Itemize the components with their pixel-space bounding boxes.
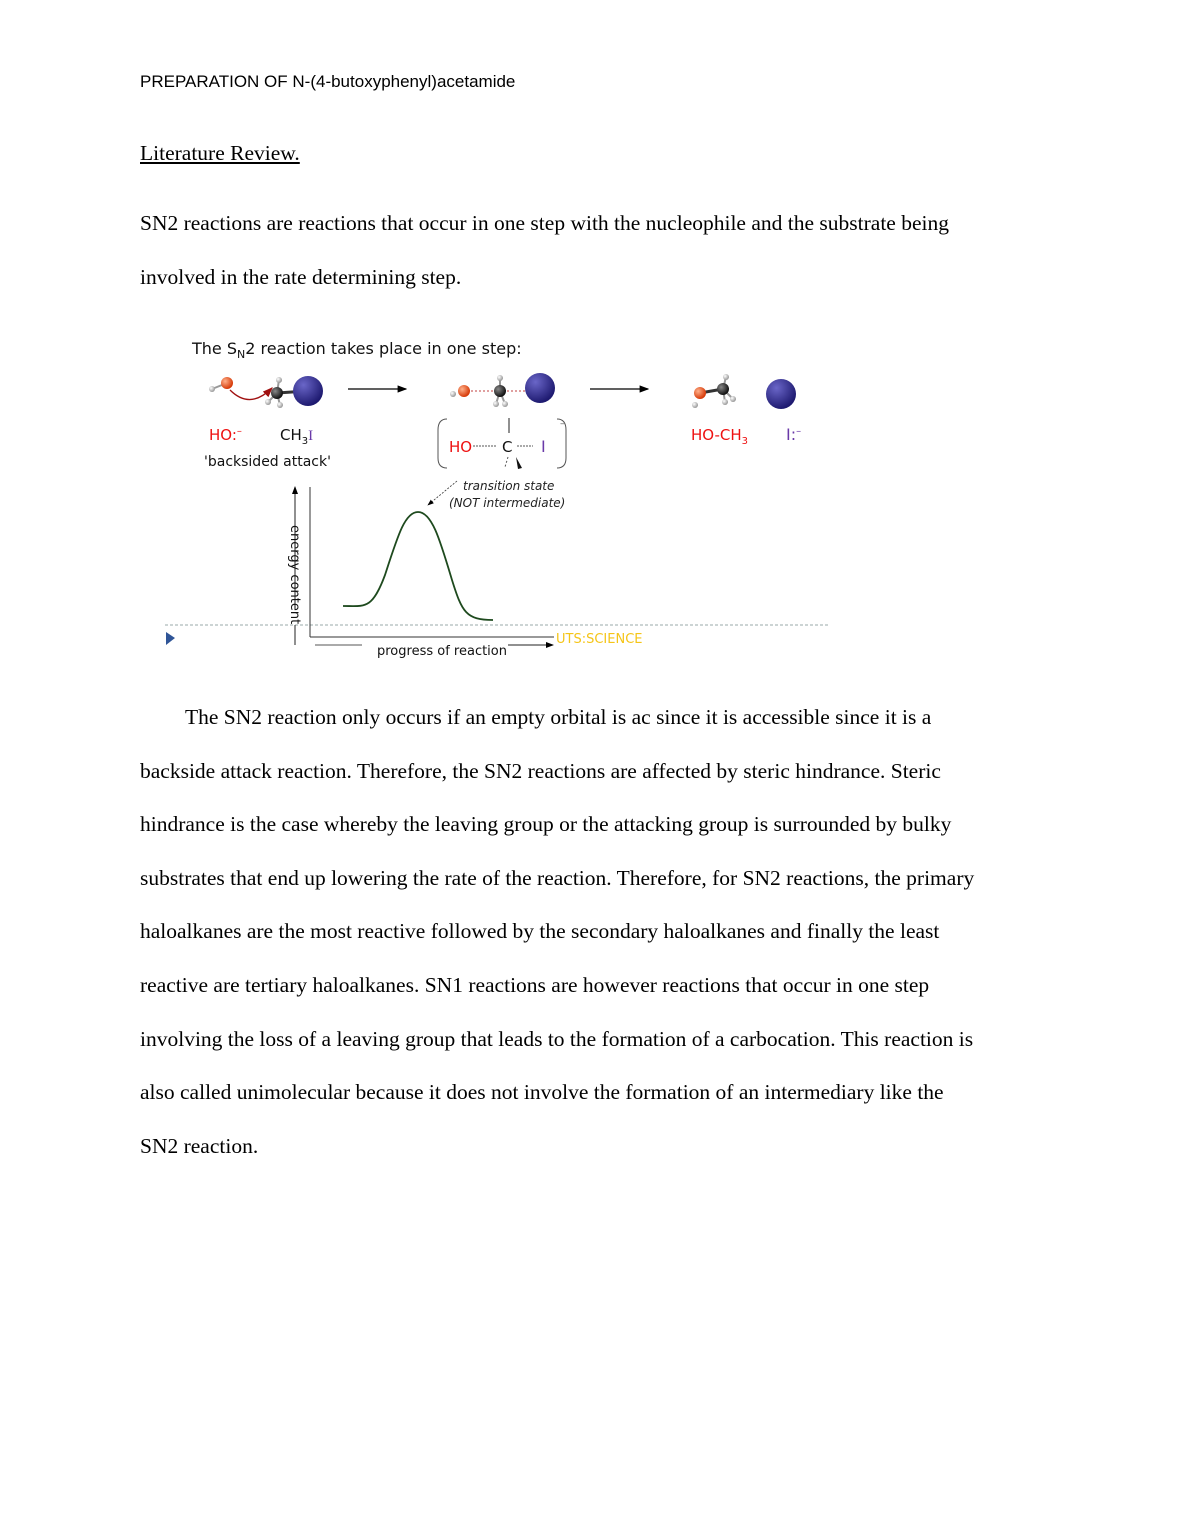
ts-c-label: C <box>502 438 513 456</box>
uts-science-watermark: UTS:SCIENCE <box>556 632 643 647</box>
ts-i-label: I <box>541 437 546 456</box>
methanol-molecule <box>692 374 736 408</box>
energy-curve <box>343 512 493 620</box>
ts-annotation-2: (NOT intermediate) <box>449 496 566 510</box>
sn2-reaction-figure <box>160 330 840 670</box>
hydroxide-label: HO:– <box>209 426 242 444</box>
y-axis-label: energy content <box>287 525 302 625</box>
iodide-ion <box>766 379 796 409</box>
slide-marker-icon <box>166 632 175 645</box>
paragraph-intro <box>140 211 1070 318</box>
x-axis-label: progress of reaction <box>377 644 507 659</box>
attack-arrow <box>230 388 272 400</box>
paragraph-line: reactive are tertiary haloalkanes. SN1 reactions are however reactions that occur in one step <box>140 972 930 997</box>
ts-charge: – <box>560 419 565 429</box>
iodide-label: I:– <box>786 425 802 444</box>
backside-attack-caption: 'backsided attack' <box>204 454 331 470</box>
ts-ho-label: HO <box>449 438 473 456</box>
paragraph-line: involving the loss of a leaving group that leads to the formation of a carbocation. This reaction is <box>140 1026 974 1051</box>
paragraph-line: substrates that end up lowering the rate of the reaction. Therefore, for SN2 reactions, the primary <box>140 865 975 890</box>
paragraph-line: also called unimolecular because it does not involve the formation of an intermediary like the <box>140 1080 944 1105</box>
paragraph-line: hindrance is the case whereby the leaving group or the attacking group is surrounded by bulky <box>140 812 952 837</box>
transition-state-molecule <box>450 373 555 407</box>
figure-title: The $S_N2$ reaction takes place in one step: <box>192 339 522 361</box>
paragraph-line: The SN2 reaction only occurs if an empty orbital is ac since it is accessible since it is a <box>185 705 932 729</box>
section-heading: Literature Review. <box>140 141 300 165</box>
paragraph-line: backside attack reaction. Therefore, the SN2 reactions are affected by steric hindrance. Steric <box>140 758 941 783</box>
running-header: PREPARATION OF N-(4-butoxyphenyl)acetamide <box>140 72 516 91</box>
paragraph-line: SN2 reaction. <box>140 1133 259 1158</box>
paragraph-sn2-discussion <box>140 705 1070 1187</box>
hydroxide-molecule <box>209 377 233 392</box>
methyl-iodide-molecule <box>265 376 323 408</box>
ts-annotation-1: transition state <box>463 479 555 493</box>
paragraph-line: SN2 reactions are reactions that occur in one step with the nucleophile and the substrate being <box>140 211 949 235</box>
methyl-iodide-label: $CH_3I$ <box>280 426 314 447</box>
methanol-label: $HO-CH_3$ <box>691 426 749 447</box>
paragraph-line: involved in the rate determining step. <box>140 264 462 289</box>
paragraph-line: haloalkanes are the most reactive followed by the secondary haloalkanes and finally the least <box>140 919 940 944</box>
